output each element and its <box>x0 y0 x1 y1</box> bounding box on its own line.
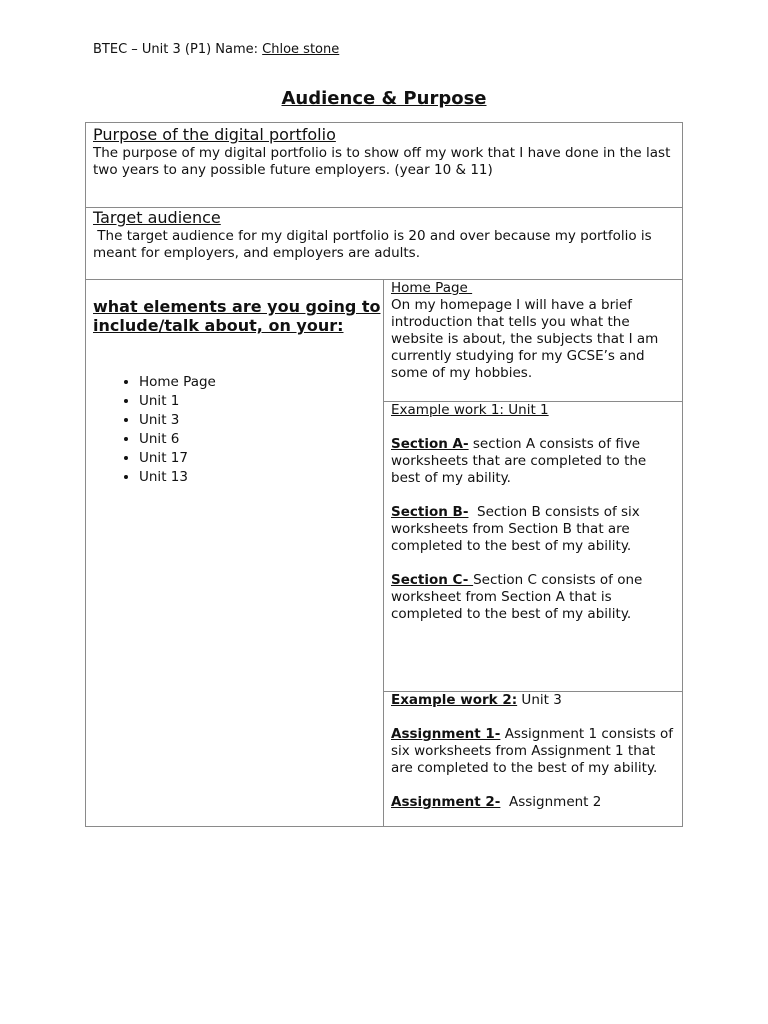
assignment-1-heading: Assignment 1- <box>391 726 501 742</box>
assignment-2-paragraph <box>391 794 675 811</box>
document-header <box>93 42 339 57</box>
section-b-text: Section B consists of six worksheets from Section B that are completed to the best of my ability. <box>391 504 645 554</box>
section-a-text: section A consists of five worksheets that are completed to the best of my ability. <box>391 436 651 486</box>
list-item: • Unit 17 <box>139 449 216 468</box>
section-c-paragraph <box>391 572 675 623</box>
audience-row <box>86 208 682 280</box>
list-item: • Home Page <box>139 373 216 392</box>
section-c-text: Section C consists of one worksheet from Section A that is completed to the best of my ability. <box>391 572 643 622</box>
list-item: • Unit 13 <box>139 468 216 487</box>
purpose-row <box>86 123 682 208</box>
section-a-heading: Section A- <box>391 436 469 452</box>
example-work-1-cell <box>384 402 682 692</box>
example-work-2-cell <box>384 692 682 826</box>
section-b-paragraph <box>391 504 675 555</box>
header-prefix: BTEC – Unit 3 (P1) Name: <box>93 42 263 57</box>
list-item: • Unit 3 <box>139 411 216 430</box>
section-c-heading: Section C- <box>391 572 474 588</box>
example1-unit: Unit 1 <box>503 402 549 418</box>
assignment-1-paragraph <box>391 726 678 777</box>
content-table <box>85 122 683 827</box>
page-title: Audience & Purpose <box>281 88 487 109</box>
section-b-heading: Section B- <box>391 504 469 520</box>
list-item: • Unit 6 <box>139 430 216 449</box>
details-column <box>384 280 682 826</box>
example1-label: Example work 1: <box>391 402 504 418</box>
elements-column <box>86 280 384 826</box>
audience-body: The target audience for my digital portfolio is 20 and over because my portfolio is meant for employers, and employers are adults. <box>93 228 656 261</box>
home-page-body: On my homepage I will have a brief introduction that tells you what the website is about, the subjects that I am currently studying for my GCSE’s and some of my hobbies. <box>391 297 659 381</box>
purpose-body: The purpose of my digital portfolio is to show off my work that I have done in the last two years to any possible future employers. (year 10 & 11) <box>93 145 671 178</box>
elements-heading: what elements are you going to include/talk about, on your: <box>93 297 381 335</box>
list-item: • Unit 1 <box>139 392 216 411</box>
elements-list <box>116 373 216 487</box>
example2-unit: Unit 3 <box>517 692 562 708</box>
section-a-paragraph <box>391 436 675 487</box>
audience-heading: Target audience <box>93 208 221 227</box>
example2-label: Example work 2: <box>391 692 518 708</box>
home-page-heading: Home Page <box>391 280 473 296</box>
assignment-2-heading: Assignment 2- <box>391 794 501 810</box>
home-page-cell <box>384 280 682 402</box>
student-name: Chloe stone <box>262 42 340 57</box>
assignment-2-text: Assignment 2 <box>500 794 602 810</box>
purpose-heading: Purpose of the digital portfolio <box>93 125 336 144</box>
assignment-1-text: Assignment 1 consists of six worksheets from Assignment 1 that are completed to the best of my ability. <box>391 726 678 776</box>
